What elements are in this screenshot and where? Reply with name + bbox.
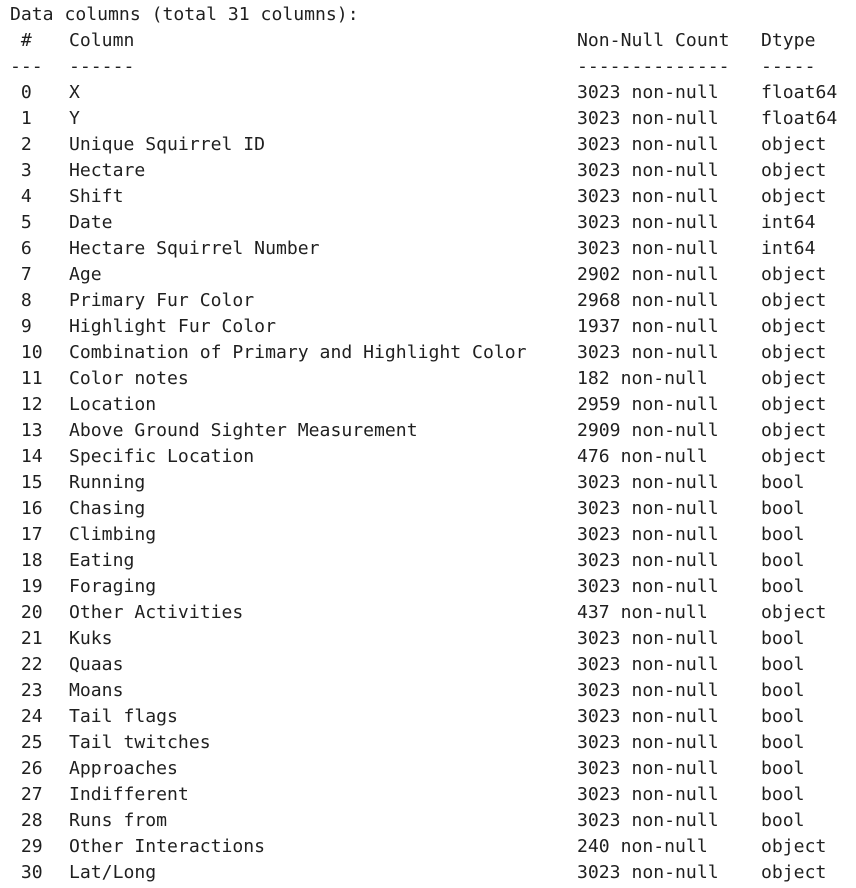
row-non-null-count: 3023 non-null [577,758,719,779]
row-column-name: Runs from [69,810,168,831]
row-non-null-count: 3023 non-null [577,82,719,103]
row-index: 15 [10,472,43,493]
row-index: 1 [10,108,32,129]
table-row [10,626,837,652]
table-row [10,756,837,782]
row-non-null-count: 3023 non-null [577,524,719,545]
row-column-name: Primary Fur Color [69,290,255,311]
row-index: 19 [10,576,43,597]
row-column-name: Foraging [69,576,157,597]
row-index: 22 [10,654,43,675]
table-row [10,782,837,808]
row-column-name: Age [69,264,102,285]
row-column-name: Tail flags [69,706,178,727]
row-non-null-count: 3023 non-null [577,810,719,831]
row-non-null-count: 3023 non-null [577,784,719,805]
row-non-null-count: 240 non-null [577,836,708,857]
row-dtype: object [761,446,827,467]
row-index: 26 [10,758,43,779]
row-dtype: int64 [761,238,816,259]
row-index: 20 [10,602,43,623]
row-column-name: Lat/Long [69,862,157,883]
row-index: 8 [10,290,32,311]
row-non-null-count: 2909 non-null [577,420,719,441]
row-index: 3 [10,160,32,181]
row-non-null-count: 3023 non-null [577,732,719,753]
table-row [10,834,837,860]
row-dtype: object [761,342,827,363]
row-non-null-count: 3023 non-null [577,472,719,493]
row-non-null-count: 476 non-null [577,446,708,467]
row-non-null-count: 3023 non-null [577,108,719,129]
row-index: 21 [10,628,43,649]
row-non-null-count: 3023 non-null [577,654,719,675]
row-non-null-count: 2959 non-null [577,394,719,415]
row-dtype: float64 [761,82,838,103]
row-column-name: Moans [69,680,124,701]
row-column-name: Shift [69,186,124,207]
row-dtype: bool [761,732,805,753]
row-index: 16 [10,498,43,519]
table-row [10,652,837,678]
row-non-null-count: 2968 non-null [577,290,719,311]
row-column-name: X [69,82,80,103]
row-non-null-count: 3023 non-null [577,498,719,519]
row-column-name: Kuks [69,628,113,649]
row-column-name: Y [69,108,80,129]
row-index: 30 [10,862,43,883]
row-index: 11 [10,368,43,389]
row-dtype: object [761,316,827,337]
row-dtype: object [761,186,827,207]
row-non-null-count: 3023 non-null [577,186,719,207]
table-row [10,496,837,522]
row-index: 7 [10,264,32,285]
table-row [10,548,837,574]
table-row [10,288,837,314]
row-dtype: object [761,264,827,285]
row-non-null-count: 3023 non-null [577,134,719,155]
table-row [10,132,837,158]
row-dtype: bool [761,680,805,701]
row-index: 24 [10,706,43,727]
row-column-name: Hectare [69,160,146,181]
row-non-null-count: 3023 non-null [577,550,719,571]
table-row [10,314,837,340]
row-non-null-count: 3023 non-null [577,576,719,597]
row-column-name: Climbing [69,524,157,545]
row-dtype: object [761,290,827,311]
row-index: 18 [10,550,43,571]
row-index: 0 [10,82,32,103]
row-non-null-count: 3023 non-null [577,680,719,701]
row-dtype: object [761,368,827,389]
table-row [10,184,837,210]
table-row [10,210,837,236]
header-column: Column [69,30,135,51]
row-column-name: Color notes [69,368,189,389]
row-dtype: object [761,134,827,155]
table-row [10,444,837,470]
table-row [10,860,837,886]
table-row [10,678,837,704]
row-index: 27 [10,784,43,805]
row-column-name: Hectare Squirrel Number [69,238,320,259]
row-index: 14 [10,446,43,467]
row-column-name: Tail twitches [69,732,211,753]
row-non-null-count: 3023 non-null [577,628,719,649]
row-column-name: Approaches [69,758,178,779]
row-index: 2 [10,134,32,155]
row-index: 13 [10,420,43,441]
table-row [10,808,837,834]
table-row [10,236,837,262]
row-dtype: object [761,836,827,857]
table-row [10,574,837,600]
row-index: 4 [10,186,32,207]
row-column-name: Other Activities [69,602,244,623]
row-index: 23 [10,680,43,701]
table-row [10,106,837,132]
row-dtype: bool [761,654,805,675]
separator-dtype: ----- [761,56,816,77]
row-dtype: bool [761,576,805,597]
row-index: 17 [10,524,43,545]
row-index: 10 [10,342,43,363]
summary-line: Data columns (total 31 columns): [10,4,359,25]
row-dtype: float64 [761,108,838,129]
table-row [10,418,837,444]
row-dtype: bool [761,524,805,545]
row-non-null-count: 3023 non-null [577,706,719,727]
row-non-null-count: 3023 non-null [577,212,719,233]
table-row [10,730,837,756]
row-non-null-count: 3023 non-null [577,862,719,883]
table-row [10,158,837,184]
row-dtype: bool [761,628,805,649]
table-row [10,366,837,392]
row-index: 6 [10,238,32,259]
row-column-name: Eating [69,550,135,571]
row-non-null-count: 3023 non-null [577,238,719,259]
row-dtype: bool [761,472,805,493]
separator-index: --- [10,56,43,77]
row-column-name: Quaas [69,654,124,675]
header-dtype: Dtype [761,30,816,51]
header-index: # [10,30,32,51]
separator-column: ------ [69,56,135,77]
row-dtype: object [761,394,827,415]
row-non-null-count: 182 non-null [577,368,708,389]
row-column-name: Highlight Fur Color [69,316,276,337]
row-dtype: object [761,862,827,883]
row-column-name: Indifferent [69,784,189,805]
dataframe-info-output [10,2,837,886]
row-index: 29 [10,836,43,857]
table-row [10,392,837,418]
row-dtype: bool [761,498,805,519]
row-dtype: object [761,602,827,623]
table-row [10,262,837,288]
row-dtype: bool [761,550,805,571]
table-row [10,80,837,106]
row-column-name: Above Ground Sighter Measurement [69,420,418,441]
row-non-null-count: 3023 non-null [577,342,719,363]
row-dtype: bool [761,784,805,805]
table-row [10,600,837,626]
row-dtype: bool [761,810,805,831]
row-column-name: Combination of Primary and Highlight Color [69,342,527,363]
row-non-null-count: 437 non-null [577,602,708,623]
row-index: 28 [10,810,43,831]
row-index: 5 [10,212,32,233]
row-non-null-count: 2902 non-null [577,264,719,285]
row-column-name: Unique Squirrel ID [69,134,266,155]
separator-non-null-count: -------------- [577,56,730,77]
row-dtype: object [761,160,827,181]
row-column-name: Other Interactions [69,836,266,857]
table-row [10,522,837,548]
header-non-null-count: Non-Null Count [577,30,730,51]
table-row [10,340,837,366]
table-row [10,704,837,730]
row-column-name: Date [69,212,113,233]
row-non-null-count: 3023 non-null [577,160,719,181]
row-column-name: Running [69,472,146,493]
row-index: 9 [10,316,32,337]
table-rows [10,80,837,886]
row-dtype: bool [761,758,805,779]
separator-row [10,54,837,80]
row-dtype: int64 [761,212,816,233]
row-dtype: bool [761,706,805,727]
row-column-name: Specific Location [69,446,255,467]
row-column-name: Location [69,394,157,415]
row-column-name: Chasing [69,498,146,519]
row-index: 25 [10,732,43,753]
header-row [10,28,837,54]
table-row [10,470,837,496]
row-index: 12 [10,394,43,415]
row-non-null-count: 1937 non-null [577,316,719,337]
row-dtype: object [761,420,827,441]
